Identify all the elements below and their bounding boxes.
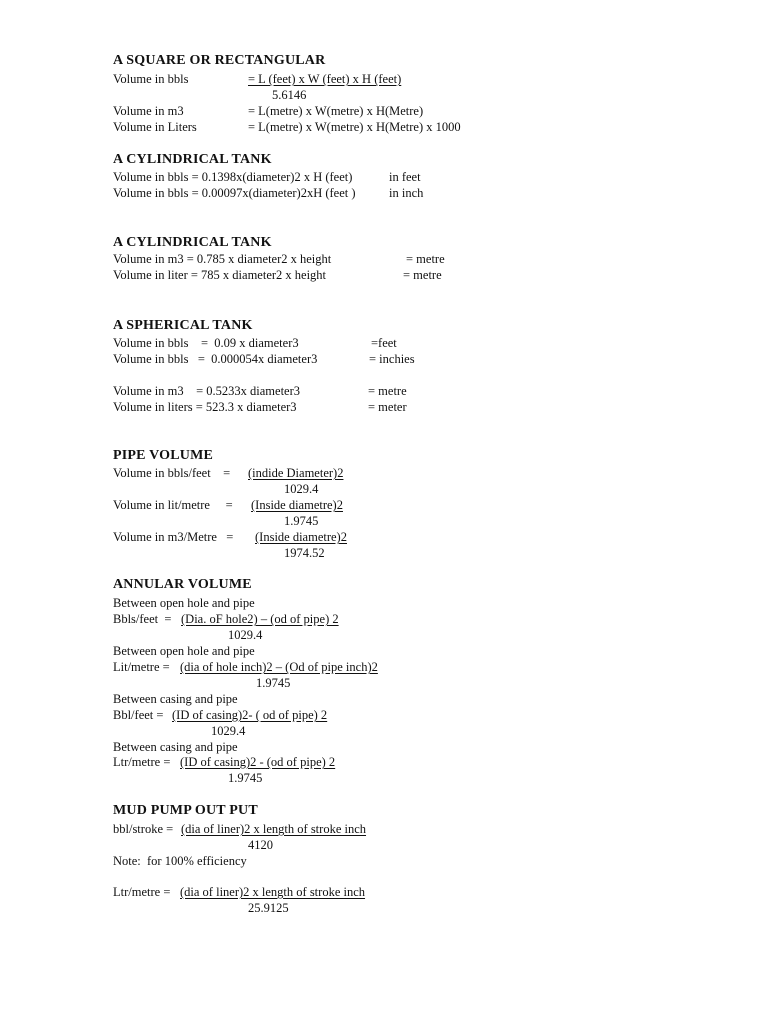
formula-label: Volume in lit/metre = (113, 498, 233, 512)
formula-label: Ltr/metre = (113, 755, 171, 769)
formula-line: Volume in bbls = 0.00097x(diameter)2xH (feet ) (113, 186, 356, 200)
formula-line: Volume in m3 = 0.785 x diameter2 x height (113, 252, 332, 266)
section-heading-cylindrical-bbls: A CYLINDRICAL TANK (113, 152, 272, 167)
formula-denominator: 1029.4 (211, 724, 246, 738)
section-heading-mud-pump-output: MUD PUMP OUT PUT (113, 803, 258, 818)
formula-denominator: 1.9745 (228, 771, 263, 785)
formula-unit: = metre (403, 268, 442, 282)
formula-unit: = meter (368, 400, 407, 414)
formula-unit: = metre (406, 252, 445, 266)
formula-expression: = L (feet) x W (feet) x H (feet) (248, 72, 402, 86)
formula-numerator: (ID of casing)2 - (od of pipe) 2 (180, 755, 336, 769)
formula-note: Between open hole and pipe (113, 644, 255, 658)
formula-numerator: (dia of hole inch)2 – (Od of pipe inch)2 (180, 660, 378, 674)
formula-label: Ltr/metre = (113, 885, 171, 899)
formula-line: Volume in bbls = 0.1398x(diameter)2 x H (feet) (113, 170, 353, 184)
formula-numerator: (Dia. oF hole2) – (od of pipe) 2 (181, 612, 339, 626)
formula-denominator: 1974.52 (284, 546, 325, 560)
formula-denominator: 5.6146 (272, 88, 307, 102)
formula-label: Bbls/feet = (113, 612, 172, 626)
formula-note: Note: for 100% efficiency (113, 854, 247, 868)
formula-numerator: (ID of casing)2- ( od of pipe) 2 (172, 708, 328, 722)
formula-expression: = L(metre) x W(metre) x H(Metre) x 1000 (248, 120, 461, 134)
section-heading-pipe-volume: PIPE VOLUME (113, 448, 214, 463)
formula-label: Volume in bbls (113, 72, 189, 86)
formula-unit: in inch (389, 186, 424, 200)
formula-line: Volume in liters = 523.3 x diameter3 (113, 400, 297, 414)
formula-line: Volume in liter = 785 x diameter2 x height (113, 268, 327, 282)
formula-label: Volume in m3/Metre = (113, 530, 234, 544)
section-heading-spherical: A SPHERICAL TANK (113, 318, 253, 333)
formula-denominator: 25.9125 (248, 901, 289, 915)
formula-unit: in feet (389, 170, 421, 184)
formula-label: Volume in m3 (113, 104, 184, 118)
formula-line: Volume in bbls = 0.000054x diameter3 (113, 352, 318, 366)
formula-denominator: 1.9745 (284, 514, 319, 528)
section-heading-rectangular: A SQUARE OR RECTANGULAR (113, 53, 326, 68)
formula-line: Volume in m3 = 0.5233x diameter3 (113, 384, 301, 398)
formula-unit: =feet (371, 336, 397, 350)
formula-expression: = L(metre) x W(metre) x H(Metre) (248, 104, 424, 118)
formula-label: Volume in bbls/feet = (113, 466, 231, 480)
section-heading-annular-volume: ANNULAR VOLUME (113, 577, 252, 592)
formula-unit: = inchies (369, 352, 415, 366)
formula-denominator: 4120 (248, 838, 273, 852)
formula-denominator: 1029.4 (284, 482, 319, 496)
formula-numerator: (Inside diametre)2 (255, 530, 347, 544)
formula-note: Between casing and pipe (113, 740, 238, 754)
formula-denominator: 1.9745 (256, 676, 291, 690)
formula-numerator: (indide Diameter)2 (248, 466, 344, 480)
formula-note: Between open hole and pipe (113, 596, 255, 610)
formula-label: Volume in Liters (113, 120, 197, 134)
formula-label: Lit/metre = (113, 660, 170, 674)
formula-label: Bbl/feet = (113, 708, 164, 722)
formula-unit: = metre (368, 384, 407, 398)
formula-numerator: (Inside diametre)2 (251, 498, 343, 512)
formula-line: Volume in bbls = 0.09 x diameter3 (113, 336, 299, 350)
formula-denominator: 1029.4 (228, 628, 263, 642)
formula-numerator: (dia of liner)2 x length of stroke inch (180, 885, 366, 899)
formula-numerator: (dia of liner)2 x length of stroke inch (181, 822, 367, 836)
formula-label: bbl/stroke = (113, 822, 174, 836)
section-heading-cylindrical-metric: A CYLINDRICAL TANK (113, 235, 272, 250)
formula-note: Between casing and pipe (113, 692, 238, 706)
